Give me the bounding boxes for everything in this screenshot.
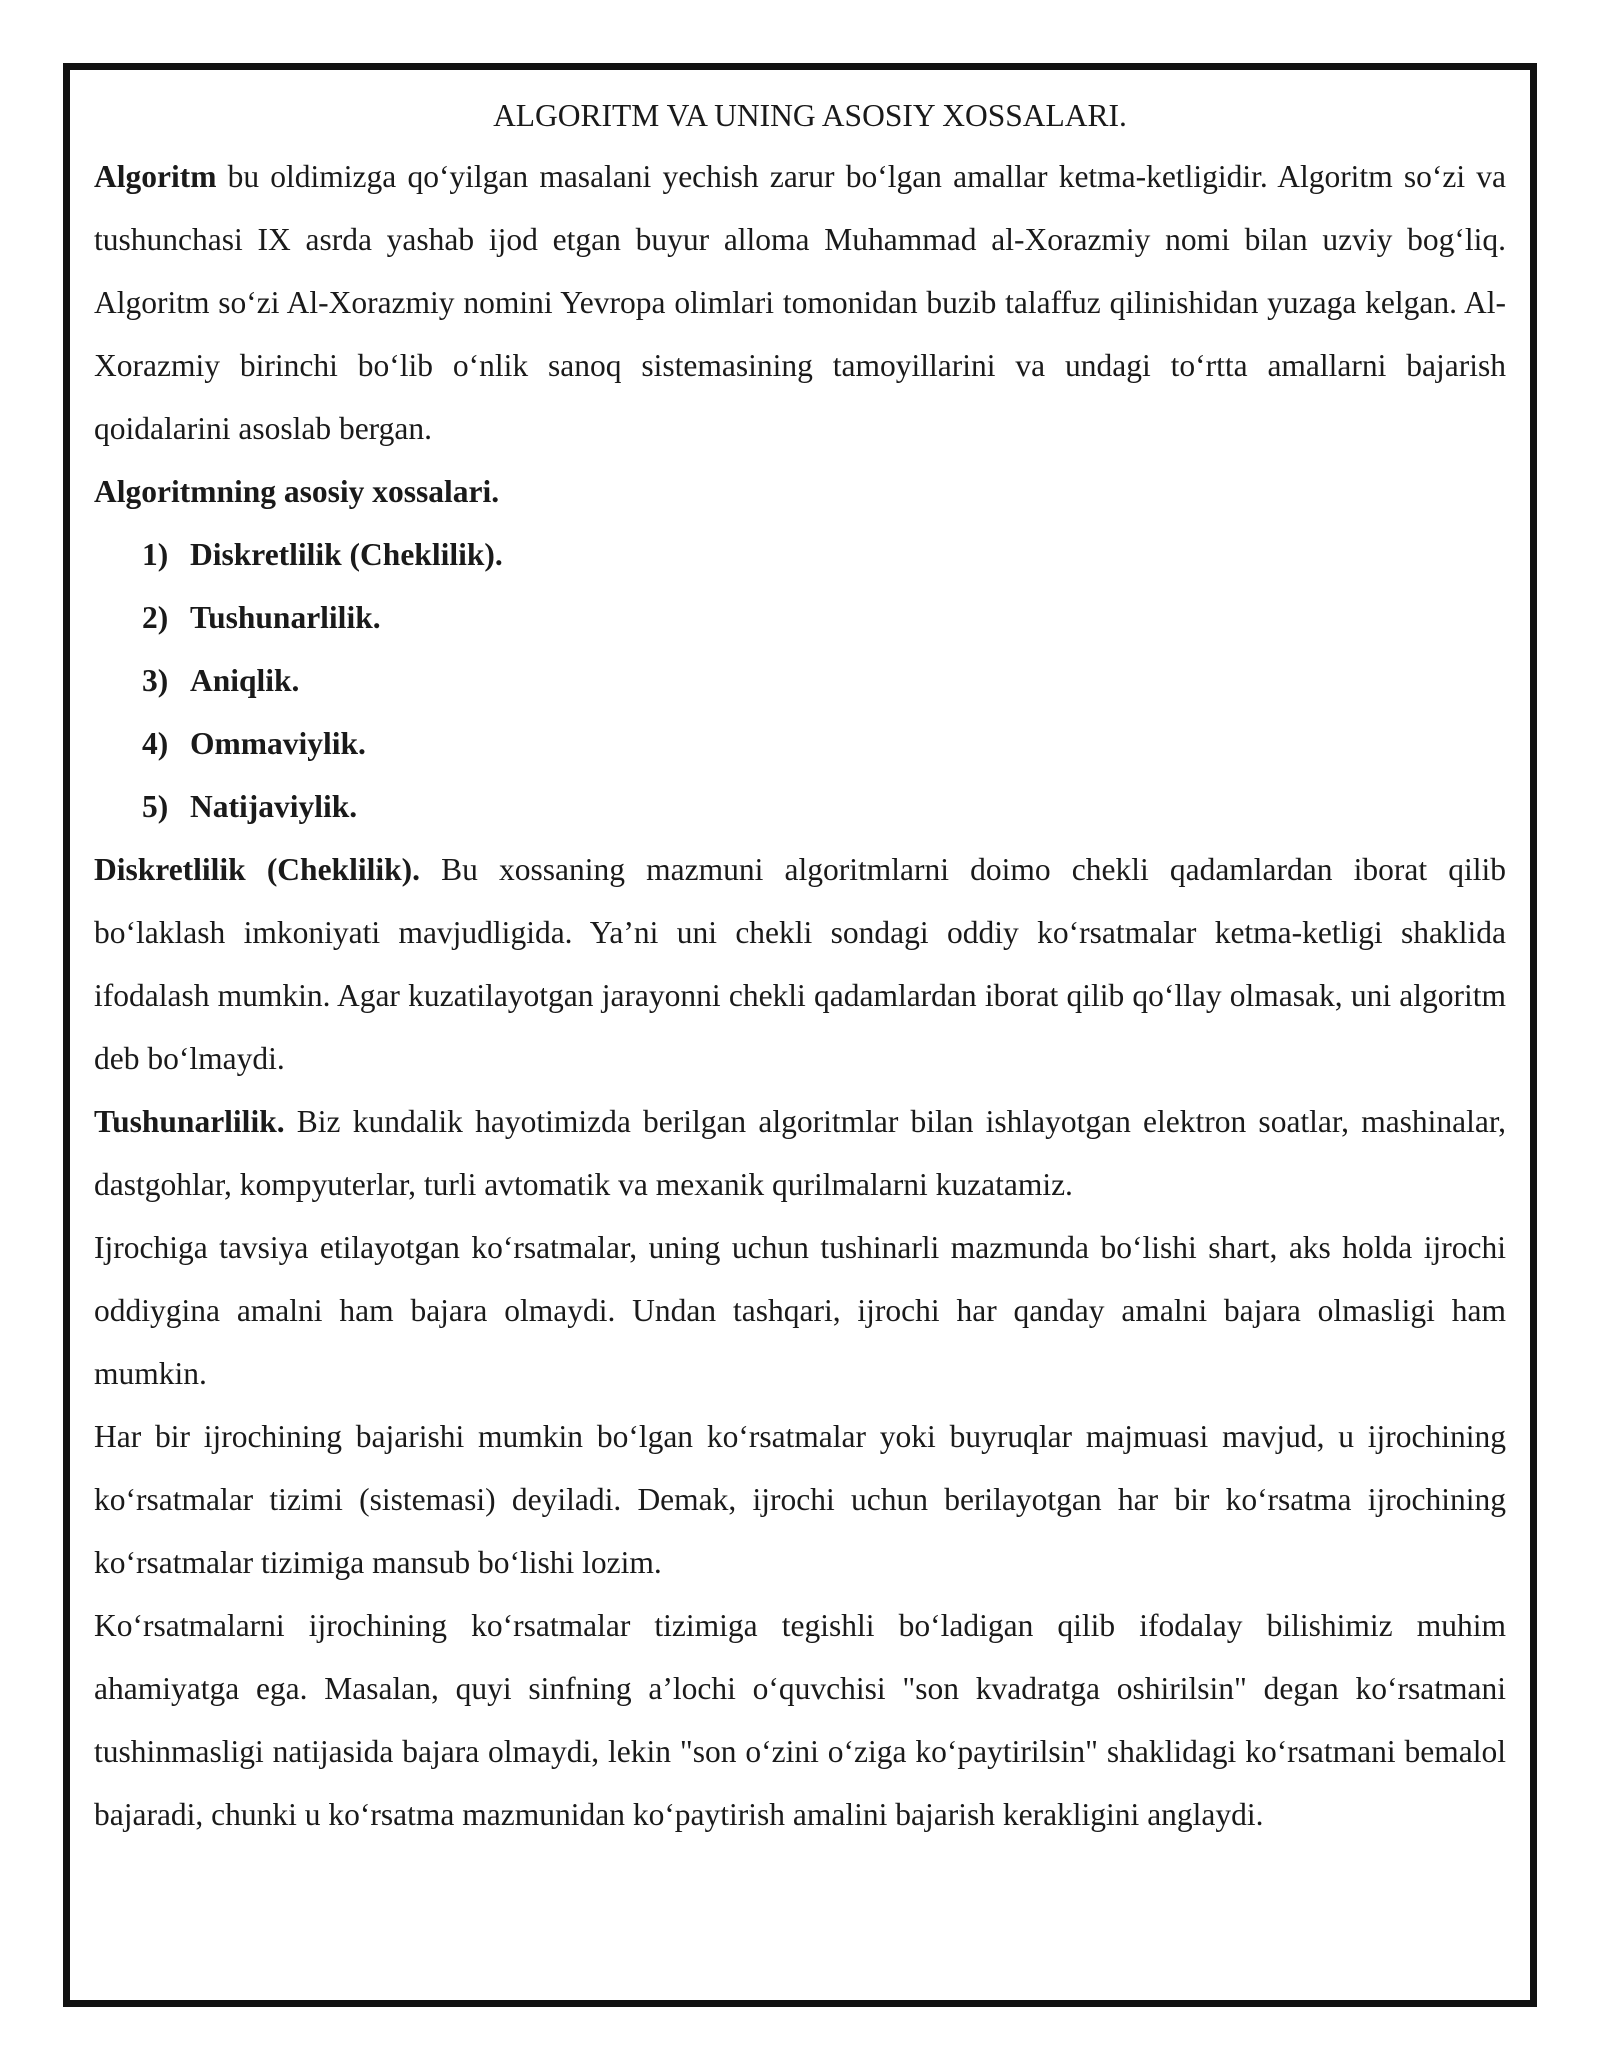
list-item [142,523,1506,586]
list-item [142,649,1506,712]
page-title: ALGORITM VA UNING ASOSIY XOSSALARI. [493,98,1127,133]
list-item [142,586,1506,649]
list-item-label: Ommaviylik. [190,726,366,761]
understandability-paragraph [94,1090,1506,1216]
list-item-label: Aniqlik. [190,663,300,698]
understandability-text: Biz kundalik hayotimizda berilgan algoritmlar bilan ishlayotgan elektron soatlar, mashinalar, dastgohlar, kompyuterlar, turli avtomatik va mexanik qurilmalarni kuzatamiz. [94,1104,1506,1202]
list-item-label: Natijaviylik. [190,789,358,824]
intro-term: Algoritm [94,159,217,194]
list-item-number: 1) [142,537,169,572]
list-item-number: 3) [142,663,169,698]
list-item [142,712,1506,775]
body-paragraph: Ko‘rsatmalarni ijrochining ko‘rsatmalar tizimiga tegishli bo‘ladigan qilib ifodalay bilishimiz muhim ahamiyatga ega. Masalan, quyi sinfning a’lochi o‘quvchisi "son kvadratga oshirilsin" degan ko‘rsatmani tushinmasligi natijasida bajara olmaydi, lekin "son o‘zini o‘ziga ko‘paytirilsin" shaklidagi ko‘rsatmani bemalol bajaradi, chunki u ko‘rsatma mazmunidan ko‘paytirish amalini bajarish kerakligini anglaydi. [94,1608,1506,1832]
list-item-label: Tushunarlilik. [190,600,381,635]
properties-list [94,523,1506,838]
discreteness-term: Diskretlilik (Cheklilik). [94,852,420,887]
list-item-label: Diskretlilik (Cheklilik). [190,537,503,572]
list-item-number: 4) [142,726,169,761]
discreteness-text: Bu xossaning mazmuni algoritmlarni doimo chekli qadamlardan iborat qilib bo‘laklash imkoniyati mavjudligida. Ya’ni uni chekli sondagi oddiy ko‘rsatmalar ketma-ketligi shaklida ifodalash mumkin. Agar kuzatilayotgan jarayonni chekli qadamlardan iborat qilib qo‘llay olmasak, uni algoritm deb bo‘lmaydi. [94,852,1507,1076]
discreteness-paragraph [94,838,1506,1090]
intro-paragraph [94,145,1506,460]
list-item-number: 5) [142,789,169,824]
intro-text: bu oldimizga qo‘yilgan masalani yechish zarur bo‘lgan amallar ketma-ketligidir. Algoritm so‘zi va tushunchasi IX asrda yashab ijod etgan buyur alloma Muhammad al-Xorazmiy nomi bilan uzviy bog‘liq. Algoritm so‘zi Al-Xorazmiy nomini Yevropa olimlari tomonidan buzib talaffuz qilinishidan yuzaga kelgan. Al-Xorazmiy birinchi bo‘lib o‘nlik sanoq sistemasining tamoyillarini va undagi to‘rtta amallarni bajarish qoidalarini asoslab bergan. [94,159,1506,446]
understandability-term: Tushunarlilik. [94,1104,285,1139]
document-body [94,92,1506,1846]
body-paragraph: Ijrochiga tavsiya etilayotgan ko‘rsatmalar, uning uchun tushinarli mazmunda bo‘lishi shart, aks holda ijrochi oddiygina amalni ham bajara olmaydi. Undan tashqari, ijrochi har qanday amalni bajara olmasligi ham mumkin. [94,1230,1506,1391]
body-paragraph: Har bir ijrochining bajarishi mumkin bo‘lgan ko‘rsatmalar yoki buyruqlar majmuasi mavjud, u ijrochining ko‘rsatmalar tizimi (sistemasi) deyiladi. Demak, ijrochi uchun berilayotgan har bir ko‘rsatma ijrochining ko‘rsatmalar tizimiga mansub bo‘lishi lozim. [94,1419,1506,1580]
list-item [142,775,1506,838]
properties-heading: Algoritmning asosiy xossalari. [94,474,500,509]
list-item-number: 2) [142,600,169,635]
